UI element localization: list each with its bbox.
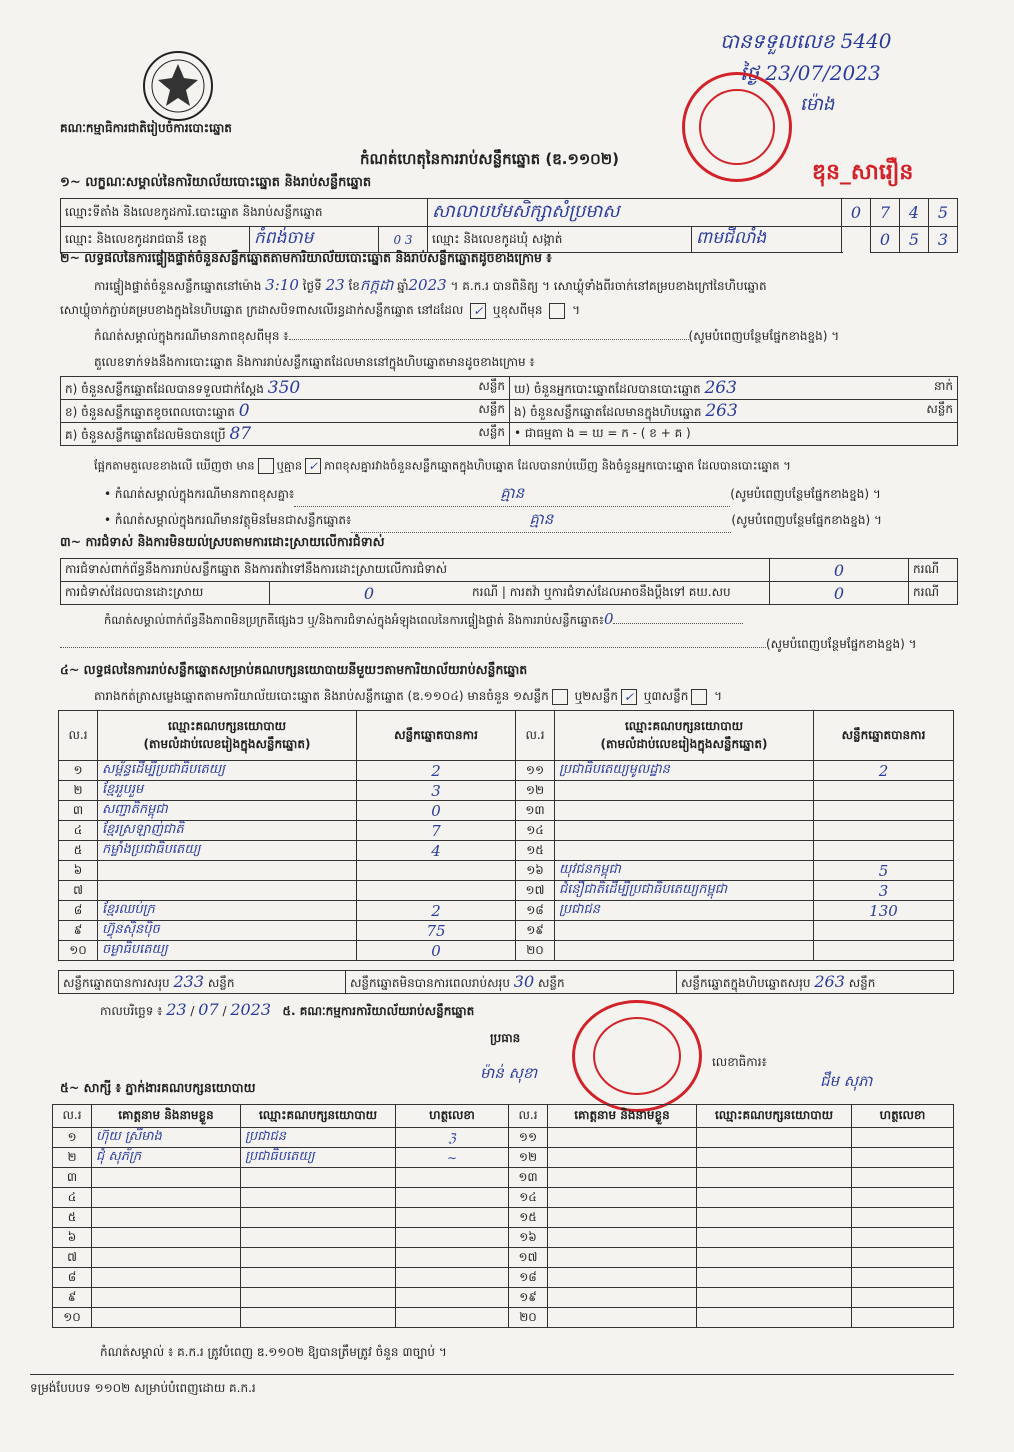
party-votes: 2 bbox=[357, 761, 516, 781]
witness-no: ១២ bbox=[509, 1148, 548, 1168]
witness-signature: ∼ bbox=[396, 1148, 509, 1168]
table-row bbox=[53, 1148, 954, 1168]
chair-label: ប្រធាន bbox=[490, 1031, 521, 1045]
witness-party bbox=[697, 1208, 852, 1228]
witness-name bbox=[548, 1228, 697, 1248]
witness-signature bbox=[852, 1188, 954, 1208]
witness-name bbox=[92, 1168, 241, 1188]
resolved-value: 0 bbox=[270, 582, 469, 605]
secretary-label: លេខាធិការ៖ bbox=[712, 1055, 767, 1069]
witness-no: ២ bbox=[53, 1148, 92, 1168]
three-sheet-checkbox[interactable] bbox=[691, 689, 707, 705]
party-name bbox=[98, 881, 357, 901]
witness-party bbox=[697, 1188, 852, 1208]
witness-name bbox=[548, 1308, 697, 1328]
witness-party bbox=[697, 1268, 852, 1288]
complaints-value: 0 bbox=[770, 559, 909, 582]
table-row bbox=[59, 841, 954, 861]
section4-title: ៤~ លទ្ធផលនៃការរាប់សន្លឹកឆ្នោតសម្រាប់គណបក្សនយោបាយនីមួយៗតាមការិយាល័យរាប់សន្លឹកឆ្នោត bbox=[60, 662, 528, 677]
party-no: ១៧ bbox=[516, 881, 555, 901]
party-name bbox=[555, 821, 814, 841]
table-row bbox=[53, 1248, 954, 1268]
official-stamp-bottom bbox=[572, 1000, 702, 1112]
witness-name bbox=[548, 1168, 697, 1188]
witness-no: ១៨ bbox=[509, 1268, 548, 1288]
total-invalid-value: 30 bbox=[513, 971, 535, 991]
receipt-name: ឌុន_សារឿន bbox=[812, 160, 914, 185]
witness-name bbox=[92, 1288, 241, 1308]
witness-party bbox=[241, 1268, 396, 1288]
witness-name bbox=[92, 1188, 241, 1208]
has-diff-checkbox[interactable] bbox=[258, 458, 274, 474]
party-votes: 5 bbox=[814, 861, 954, 881]
witness-signature bbox=[396, 1248, 509, 1268]
party-name: កម្លាំងប្រជាធិបតេយ្យ bbox=[98, 841, 357, 861]
witness-no: ៦ bbox=[53, 1228, 92, 1248]
table-row bbox=[59, 901, 954, 921]
results-table: ល.រ ឈ្មោះគណបក្សនយោបាយ (តាមលំដាប់លេខរៀងក្នុងសន្លឹកឆ្នោត) សន្លឹកឆ្នោតបានការ ល.រ ឈ្មោះគណបក្សនយោបាយ (តាមលំដាប់លេខរៀងក្នុងសន្លឹកឆ្នោត) សន្លឹកឆ្នោតបានការ ១ សម្ព័ន្ធដើម្បីប្រជាធិបតេយ្យ 2 ១១ ប្រជាធិបតេយ្យមូលដ្ឋាន 2 ២ ខ្មែររួបរួម 3 ១២ ៣ សញ្ជាតិកម្ពុជា 0 ១៣ ៤ ខ្មែរស្រឡាញ់ជាតិ 7 ១៤ ៥ កម្លាំងប្រជាធិបតេយ្យ 4 ១៥ ៦ ១៦ យុវជនកម្ពុជា 5 ៧ ១៧ ជំនឿជាតិដើម្បីប្រជាធិបតេយ្យកម្ពុជា 3 ៨ ខ្មែរឈប់ក្រ 2 ១៨ ប្រជាជន 130 ៩ ហ៊្វុនស៊ិនប៉ិច 75 ១៩ ១០ ចម្ងាធិបតេយ្យ 0 ២០ bbox=[58, 710, 954, 961]
witness-no: ១៩ bbox=[509, 1288, 548, 1308]
witness-name bbox=[548, 1248, 697, 1268]
party-votes: 2 bbox=[357, 901, 516, 921]
witness-no: ៥ bbox=[53, 1208, 92, 1228]
party-votes: 0 bbox=[357, 801, 516, 821]
witness-name bbox=[548, 1288, 697, 1308]
nec-logo bbox=[140, 48, 216, 124]
witness-party bbox=[241, 1208, 396, 1228]
one-sheet-checkbox[interactable] bbox=[552, 689, 568, 705]
party-votes bbox=[814, 921, 954, 941]
party-votes bbox=[357, 881, 516, 901]
section2-line2: សោឃ្លុំចាក់ភ្ជាប់គម្របខាងក្នុងនៃហិបឆ្នោត ក្រដាសបិទពាសលើរន្ធដាក់សន្លឹកឆ្នោត នៅដដែល ✓ ឬខុសពីមុន ។ bbox=[60, 303, 580, 318]
party-name: សញ្ជាតិកម្ពុជា bbox=[98, 801, 357, 821]
witness-signature bbox=[852, 1168, 954, 1188]
witness-name: ជុំ សុភ័ក្រ bbox=[92, 1148, 241, 1168]
section2-note: កំណត់សម្គាល់ក្នុងករណីមានភាពខុសពីមុន ៖ (សូមបំពេញបន្ថែមផ្នែកខាងខ្នង) ។ bbox=[94, 329, 840, 343]
party-name: ជំនឿជាតិដើម្បីប្រជាធិបតេយ្យកម្ពុជា bbox=[555, 881, 814, 901]
table-row bbox=[53, 1128, 954, 1148]
witness-signature: ℨ bbox=[396, 1128, 509, 1148]
witness-signature bbox=[852, 1228, 954, 1248]
party-no: ១៨ bbox=[516, 901, 555, 921]
party-votes bbox=[814, 781, 954, 801]
province-value: កំពង់ចាម bbox=[250, 227, 379, 253]
party-votes: 130 bbox=[814, 901, 954, 921]
footer-rule bbox=[30, 1374, 954, 1375]
witness-signature bbox=[396, 1228, 509, 1248]
party-name: ខ្មែររួបរួម bbox=[98, 781, 357, 801]
party-name: ហ៊្វុនស៊ិនប៉ិច bbox=[98, 921, 357, 941]
party-name: ប្រជាជន bbox=[555, 901, 814, 921]
complaints-table: ការជំទាស់ពាក់ព័ន្ធនឹងការរាប់សន្លឹកឆ្នោត និងការតវ៉ាទៅនឹងការដោះស្រាយលើការជំទាស់ 0 ករណី ការជំទាស់ដែលបានដោះស្រាយ 0 ករណី | ការតវ៉ា ឬការជំទាស់ដែលអាចនឹងប្ដឹងទៅ គឃ.សប 0 ករណី bbox=[60, 558, 958, 605]
compare-line: ផ្អែកតាមតួលេខខាងលើ ឃើញថា មាន ឬគ្មាន ✓ ភាពខុសគ្នារវាងចំនួនសន្លឹកឆ្នោតក្នុងហិបឆ្នោត ដែលបានរាប់ឃើញ និងចំនួនអ្នកបោះឆ្នោត ដែលបានបោះឆ្នោត ។ bbox=[94, 458, 791, 473]
witness-signature bbox=[396, 1288, 509, 1308]
party-votes bbox=[357, 861, 516, 881]
same-checkbox[interactable]: ✓ bbox=[470, 303, 486, 319]
witness-party bbox=[241, 1308, 396, 1328]
witness-no: ១៤ bbox=[509, 1188, 548, 1208]
witness-signature bbox=[396, 1268, 509, 1288]
receipt-note-1: បានទទួលលេខ 5440 bbox=[720, 29, 892, 53]
diff-checkbox[interactable] bbox=[549, 303, 565, 319]
footer-text: ទម្រង់បែបបទ ១១០២ សម្រាប់បំពេញដោយ គ.ក.រ bbox=[30, 1381, 256, 1395]
witness-party bbox=[241, 1248, 396, 1268]
unused-value: 87 bbox=[229, 423, 252, 444]
witness-name bbox=[92, 1248, 241, 1268]
witness-no: ៨ bbox=[53, 1268, 92, 1288]
party-votes bbox=[814, 801, 954, 821]
party-votes bbox=[814, 941, 954, 961]
witness-party bbox=[697, 1248, 852, 1268]
party-no: ១៩ bbox=[516, 921, 555, 941]
party-votes bbox=[814, 821, 954, 841]
witness-no: ១៧ bbox=[509, 1248, 548, 1268]
table-row bbox=[59, 781, 954, 801]
party-votes: 0 bbox=[357, 941, 516, 961]
witness-name bbox=[92, 1268, 241, 1288]
loc-code-2: 4 bbox=[900, 199, 929, 227]
party-votes: 75 bbox=[357, 921, 516, 941]
total-box-value: 263 bbox=[814, 971, 845, 991]
party-no: ២ bbox=[59, 781, 98, 801]
party-no: ១ bbox=[59, 761, 98, 781]
party-votes: 2 bbox=[814, 761, 954, 781]
party-no: ៤ bbox=[59, 821, 98, 841]
witness-party bbox=[241, 1288, 396, 1308]
party-no: ១៤ bbox=[516, 821, 555, 841]
witness-no: ២០ bbox=[509, 1308, 548, 1328]
witness-party bbox=[697, 1128, 852, 1148]
table-row bbox=[59, 941, 954, 961]
party-no: ៧ bbox=[59, 881, 98, 901]
party-name bbox=[555, 841, 814, 861]
witness-signature bbox=[852, 1268, 954, 1288]
section5-title: ៥~ សាក្សី ៖ ភ្នាក់ងារគណបក្សនយោបាយ bbox=[60, 1080, 256, 1095]
witness-no: ១៦ bbox=[509, 1228, 548, 1248]
table-row bbox=[53, 1208, 954, 1228]
total-valid-value: 233 bbox=[173, 971, 205, 991]
loc-code-3: 5 bbox=[929, 199, 958, 227]
official-stamp-top bbox=[682, 72, 792, 182]
witness-signature bbox=[852, 1308, 954, 1328]
witness-table: ល.រ គោត្តនាម និងនាមខ្លួន ឈ្មោះគណបក្សនយោបាយ ហត្ថលេខា ល.រ គោត្តនាម និងនាមខ្លួន ឈ្មោះគណបក្សនយោបាយ ហត្ថលេខា ១ ហ៊ុយ ស្រីមាង ប្រជាជន ℨ ១១ ២ ជុំ សុភ័ក្រ ប្រជាធិបតេយ្យ ∼ ១២ ៣ ១៣ ៤ ១៤ ៥ ១៥ ៦ ១៦ ៧ ១៧ ៨ ១៨ ៩ ១៩ ១០ ២០ bbox=[52, 1104, 954, 1328]
party-name bbox=[98, 861, 357, 881]
party-no: ១៦ bbox=[516, 861, 555, 881]
party-no: ៦ bbox=[59, 861, 98, 881]
secretary-name: ជឹម សុភា bbox=[820, 1072, 873, 1090]
section2-title: ២~ លទ្ធផលនៃការផ្ទៀងផ្ទាត់ចំនួនសន្លឹកឆ្នោតតាមការិយាល័យបោះឆ្នោត និងរាប់សន្លឹកឆ្នោតដូចខាងក្រោម ៖ bbox=[60, 250, 552, 265]
party-name: ប្រជាធិបតេយ្យមូលដ្ឋាន bbox=[555, 761, 814, 781]
date-line: កាលបរិច្ឆេទ ៖ 23 / 07 / 2023 ៥. គណៈកម្មការការិយាល័យរាប់សន្លឹកឆ្នោត bbox=[100, 1000, 475, 1019]
party-votes: 3 bbox=[814, 881, 954, 901]
section1-title: ១~ លក្ខណៈសម្គាល់នៃការិយាល័យបោះឆ្នោត និងរាប់សន្លឹកឆ្នោត bbox=[60, 175, 372, 190]
party-no: ៥ bbox=[59, 841, 98, 861]
witness-no: ៣ bbox=[53, 1168, 92, 1188]
witness-signature bbox=[852, 1148, 954, 1168]
spoiled-value: 0 bbox=[238, 400, 250, 421]
table-row bbox=[53, 1308, 954, 1328]
section3-hint: (សូមបំពេញបន្ថែមផ្នែកខាងខ្នង) ។ bbox=[60, 636, 917, 654]
com-code-1: 5 bbox=[900, 227, 929, 253]
counts-table: ក) ចំនួនសន្លឹកឆ្នោតដែលបានទទួលជាក់ស្តែង 350 សន្លឹក ឃ) ចំនួនអ្នកបោះឆ្នោតដែលបានបោះឆ្នោត 263 នាក់ ខ) ចំនួនសន្លឹកឆ្នោតខូចពេលបោះឆ្នោត 0 សន្លឹក ង) ចំនួនសន្លឹកឆ្នោតដែលមានក្នុងហិបឆ្នោត 263 សន្លឹក គ) ចំនួនសន្លឹកឆ្នោតដែលមិនបានប្រើ 87 សន្លឹក • ជាធម្មតា ង = ឃ = ក - ( ខ + គ ) bbox=[60, 376, 958, 446]
no-diff-checkbox[interactable]: ✓ bbox=[305, 458, 321, 474]
party-name: យុវជនកម្ពុជា bbox=[555, 861, 814, 881]
loc-code-1: 7 bbox=[871, 199, 900, 227]
prov-code: 0 3 bbox=[379, 227, 428, 253]
commune-label: ឈ្មោះ និងលេខកូដឃុំ សង្កាត់ bbox=[428, 227, 692, 253]
witness-party bbox=[697, 1288, 852, 1308]
party-votes: 7 bbox=[357, 821, 516, 841]
party-no: ២០ bbox=[516, 941, 555, 961]
party-name bbox=[555, 921, 814, 941]
party-no: ១០ bbox=[59, 941, 98, 961]
witness-no: ៧ bbox=[53, 1248, 92, 1268]
witness-party bbox=[241, 1168, 396, 1188]
party-name bbox=[555, 801, 814, 821]
witness-no: ៤ bbox=[53, 1188, 92, 1208]
section2-intro: តួលេខទាក់ទងនឹងការបោះឆ្នោត និងការរាប់សន្លឹកឆ្នោតដែលមាននៅក្នុងហិបឆ្នោតមានដូចខាងក្រោម ៖ bbox=[94, 355, 535, 369]
table-row bbox=[53, 1268, 954, 1288]
witness-name bbox=[548, 1188, 697, 1208]
witness-no: ១១ bbox=[509, 1128, 548, 1148]
province-label: ឈ្មោះ និងលេខកូដរាជធានី ខេត្ត bbox=[61, 227, 250, 253]
witness-party bbox=[241, 1188, 396, 1208]
witness-name bbox=[92, 1228, 241, 1248]
appeal-value: 0 bbox=[770, 582, 909, 605]
bullet-foreign: • កំណត់សម្គាល់ក្នុងករណីមានវត្ថុមិនមែនជាសន្លឹកឆ្នោត៖ គ្មាន (សូមបំពេញបន្ថែមផ្នែកខាងខ្នង) ។ bbox=[104, 510, 882, 533]
table-row bbox=[59, 921, 954, 941]
party-name: ខ្មែរស្រឡាញ់ជាតិ bbox=[98, 821, 357, 841]
witness-signature bbox=[852, 1128, 954, 1148]
section3-title: ៣~ ការជំទាស់ និងការមិនយល់ស្របតាមការដោះស្រាយលើការជំទាស់ bbox=[60, 534, 385, 549]
totals-table: សន្លឹកឆ្នោតបានការសរុប 233 សន្លឹក សន្លឹកឆ្នោតមិនបានការពេលរាប់សរុប 30 សន្លឹក សន្លឹកឆ្នោតក្នុងហិបឆ្នោតសរុប 263 សន្លឹក bbox=[58, 970, 954, 994]
witness-party: ប្រជាធិបតេយ្យ bbox=[241, 1148, 396, 1168]
witness-party bbox=[697, 1308, 852, 1328]
table-row bbox=[59, 861, 954, 881]
witness-name bbox=[548, 1148, 697, 1168]
party-name bbox=[555, 941, 814, 961]
table-row bbox=[59, 761, 954, 781]
formula: • ជាធម្មតា ង = ឃ = ក - ( ខ + គ ) bbox=[510, 423, 958, 446]
party-name: ចម្ងាធិបតេយ្យ bbox=[98, 941, 357, 961]
witness-party bbox=[241, 1228, 396, 1248]
party-no: ៩ bbox=[59, 921, 98, 941]
chair-name: ម៉ាន់ សុខា bbox=[480, 1064, 538, 1082]
section4-intro: តារាងកត់ត្រាសម្លេងឆ្នោតតាមការិយាល័យបោះឆ្នោត និងរាប់សន្លឹកឆ្នោត (ឌ.១១០៤) មានចំនួន ១សន្លឹក ឬ២សន្លឹក ✓ ឬ៣សន្លឹក ។ bbox=[94, 689, 723, 704]
footnote: កំណត់សម្គាល់ ៖ គ.ក.រ ត្រូវបំពេញ ឌ.១១០២ ឱ្យបានត្រឹមត្រូវ ចំនួន ៣ច្បាប់ ។ bbox=[100, 1345, 447, 1359]
table-row bbox=[53, 1168, 954, 1188]
party-votes: 3 bbox=[357, 781, 516, 801]
party-no: ១៥ bbox=[516, 841, 555, 861]
form-title: កំណត់ហេតុនៃការរាប់សន្លឹកឆ្នោត (ឌ.១១០២) bbox=[360, 150, 620, 168]
witness-name bbox=[548, 1208, 697, 1228]
witness-signature bbox=[852, 1288, 954, 1308]
witness-no: ១ bbox=[53, 1128, 92, 1148]
witness-name bbox=[548, 1268, 697, 1288]
witness-signature bbox=[396, 1188, 509, 1208]
witness-party bbox=[697, 1228, 852, 1248]
com-code-2: 3 bbox=[929, 227, 958, 253]
table-row bbox=[59, 801, 954, 821]
loc-code-0: 0 bbox=[842, 199, 871, 227]
party-no: ១១ bbox=[516, 761, 555, 781]
witness-signature bbox=[396, 1168, 509, 1188]
witness-name bbox=[548, 1128, 697, 1148]
voters-value: 263 bbox=[704, 377, 737, 398]
witness-party bbox=[697, 1168, 852, 1188]
party-no: ៨ bbox=[59, 901, 98, 921]
party-name: ខ្មែរឈប់ក្រ bbox=[98, 901, 357, 921]
witness-signature bbox=[852, 1208, 954, 1228]
table-row bbox=[53, 1228, 954, 1248]
party-name: សម្ព័ន្ធដើម្បីប្រជាធិបតេយ្យ bbox=[98, 761, 357, 781]
commune-value: ពាមជីលាំង bbox=[692, 227, 842, 253]
bullet-diff: • កំណត់សម្គាល់ក្នុងករណីមានភាពខុសគ្នា៖ គ្មាន (សូមបំពេញបន្ថែមផ្នែកខាងខ្នង) ។ bbox=[104, 484, 881, 507]
section1-table bbox=[60, 198, 958, 253]
receipt-note-3: ម៉ោង bbox=[800, 94, 835, 115]
org-name: គណៈកម្មាធិការជាតិរៀបចំការបោះឆ្នោត bbox=[60, 121, 232, 135]
party-votes bbox=[814, 841, 954, 861]
witness-no: ១០ bbox=[53, 1308, 92, 1328]
witness-no: ១៣ bbox=[509, 1168, 548, 1188]
party-no: ៣ bbox=[59, 801, 98, 821]
witness-signature bbox=[396, 1308, 509, 1328]
witness-party: ប្រជាជន bbox=[241, 1128, 396, 1148]
witness-signature bbox=[396, 1208, 509, 1228]
witness-party bbox=[697, 1148, 852, 1168]
table-row bbox=[59, 821, 954, 841]
witness-name: ហ៊ុយ ស្រីមាង bbox=[92, 1128, 241, 1148]
witness-no: ១៥ bbox=[509, 1208, 548, 1228]
location-value: សាលាបឋមសិក្សាសំប្រមាស bbox=[428, 199, 842, 227]
witness-no: ៩ bbox=[53, 1288, 92, 1308]
party-no: ១៣ bbox=[516, 801, 555, 821]
table-row bbox=[53, 1188, 954, 1208]
section3-note: កំណត់សម្គាល់ពាក់ព័ន្ធនឹងភាពមិនប្រក្រតីផ្សេងៗ ឬ/និងការជំទាស់ក្នុងអំឡុងពេលនៃការផ្ទៀងផ្ទាត់ និងការរាប់សន្លឹកឆ្នោត៖0 bbox=[104, 610, 743, 630]
table-row bbox=[53, 1288, 954, 1308]
witness-name bbox=[92, 1308, 241, 1328]
two-sheet-checkbox[interactable]: ✓ bbox=[621, 689, 637, 705]
section2-time-line: ការផ្ទៀងផ្ទាត់ចំនួនសន្លឹកឆ្នោតនៅម៉ោង 3:10 ថ្ងៃទី 23 ខែកក្កដា ឆ្នាំ2023 ។ គ.ក.រ បានពិនិត្យ ។ សោឃ្លុំទាំងពីរចាក់នៅគម្របខាងក្រៅនៃហិបឆ្នោត bbox=[94, 276, 767, 294]
witness-name bbox=[92, 1208, 241, 1228]
received-value: 350 bbox=[267, 377, 301, 398]
receipt-note-2: ថ្ងៃ 23/07/2023 bbox=[740, 61, 881, 85]
party-name bbox=[555, 781, 814, 801]
witness-signature bbox=[852, 1248, 954, 1268]
location-label: ឈ្មោះទីតាំង និងលេខកូដការិ.បោះឆ្នោត និងរាប់សន្លឹកឆ្នោត bbox=[61, 199, 428, 227]
party-votes: 4 bbox=[357, 841, 516, 861]
party-no: ១២ bbox=[516, 781, 555, 801]
inbox-value: 263 bbox=[705, 400, 738, 421]
table-row bbox=[59, 881, 954, 901]
com-code-0: 0 bbox=[871, 227, 900, 253]
